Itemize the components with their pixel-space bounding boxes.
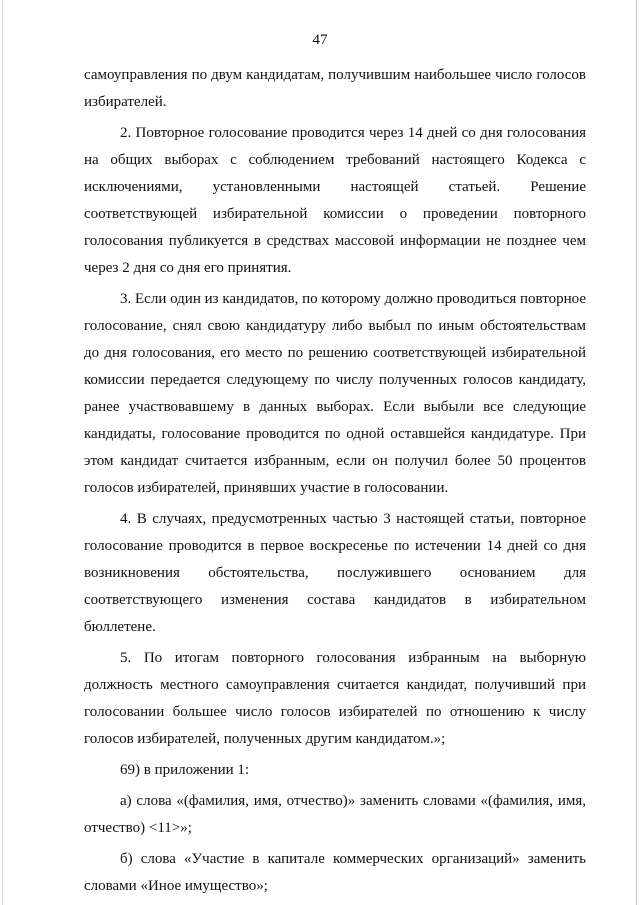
paragraph-item-4: 4. В случаях, предусмотренных частью 3 настоящей статьи, повторное голосование проводится в первое воскресенье по истечении 14 дней со дня возникновения обстоятельства, послужившего основанием для соответствующего изменения состава кандидатов в избирательном бюллетене. [84,511,586,635]
page-edge-left [2,0,3,905]
page-edge-right [636,0,637,905]
page-number: 47 [312,32,328,48]
paragraph-item-69-b: б) слова «Участие в капитале коммерческих организаций» заменить словами «Иное имущество»; [84,851,586,894]
paragraph-item-2: 2. Повторное голосование проводится через 14 дней со дня голосования на общих выборах с соблюдением требований настоящего Кодекса с исключениями, установленными настоящей статьей. Решение соответствующей избирательной комиссии о проведении повторного голосования публикуется в средствах массовой информации не позднее чем через 2 дня со дня его принятия. [84,125,586,276]
paragraph-item-3: 3. Если один из кандидатов, по которому должно проводиться повторное голосование, снял свою кандидатуру либо выбыл по иным обстоятельствам до дня голосования, его место по решению соответствующей избирательной комиссии передается следующему по числу полученных голосов кандидату, ранее участвовавшему в данных выборах. Если выбыли все следующие кандидаты, голосование проводится по одной оставшейся кандидатуре. При этом кандидат считается избранным, если он получил более 50 процентов голосов избирателей, принявших участие в голосовании. [84,291,586,496]
paragraph-item-69-a: а) слова «(фамилия, имя, отчество)» заменить словами «(фамилия, имя, отчество) <11>»; [84,793,586,836]
paragraph-item-69: 69) в приложении 1: [120,762,250,778]
document-body [84,62,586,904]
paragraph-continuation: самоуправления по двум кандидатам, получившим наибольшее число голосов избирателей. [84,67,586,110]
paragraph-item-5: 5. По итогам повторного голосования избранным на выборную должность местного самоуправления считается кандидат, получивший при голосовании большее число голосов избирателей по отношению к числу голосов избирателей, полученных другим кандидатом.»; [84,650,586,747]
